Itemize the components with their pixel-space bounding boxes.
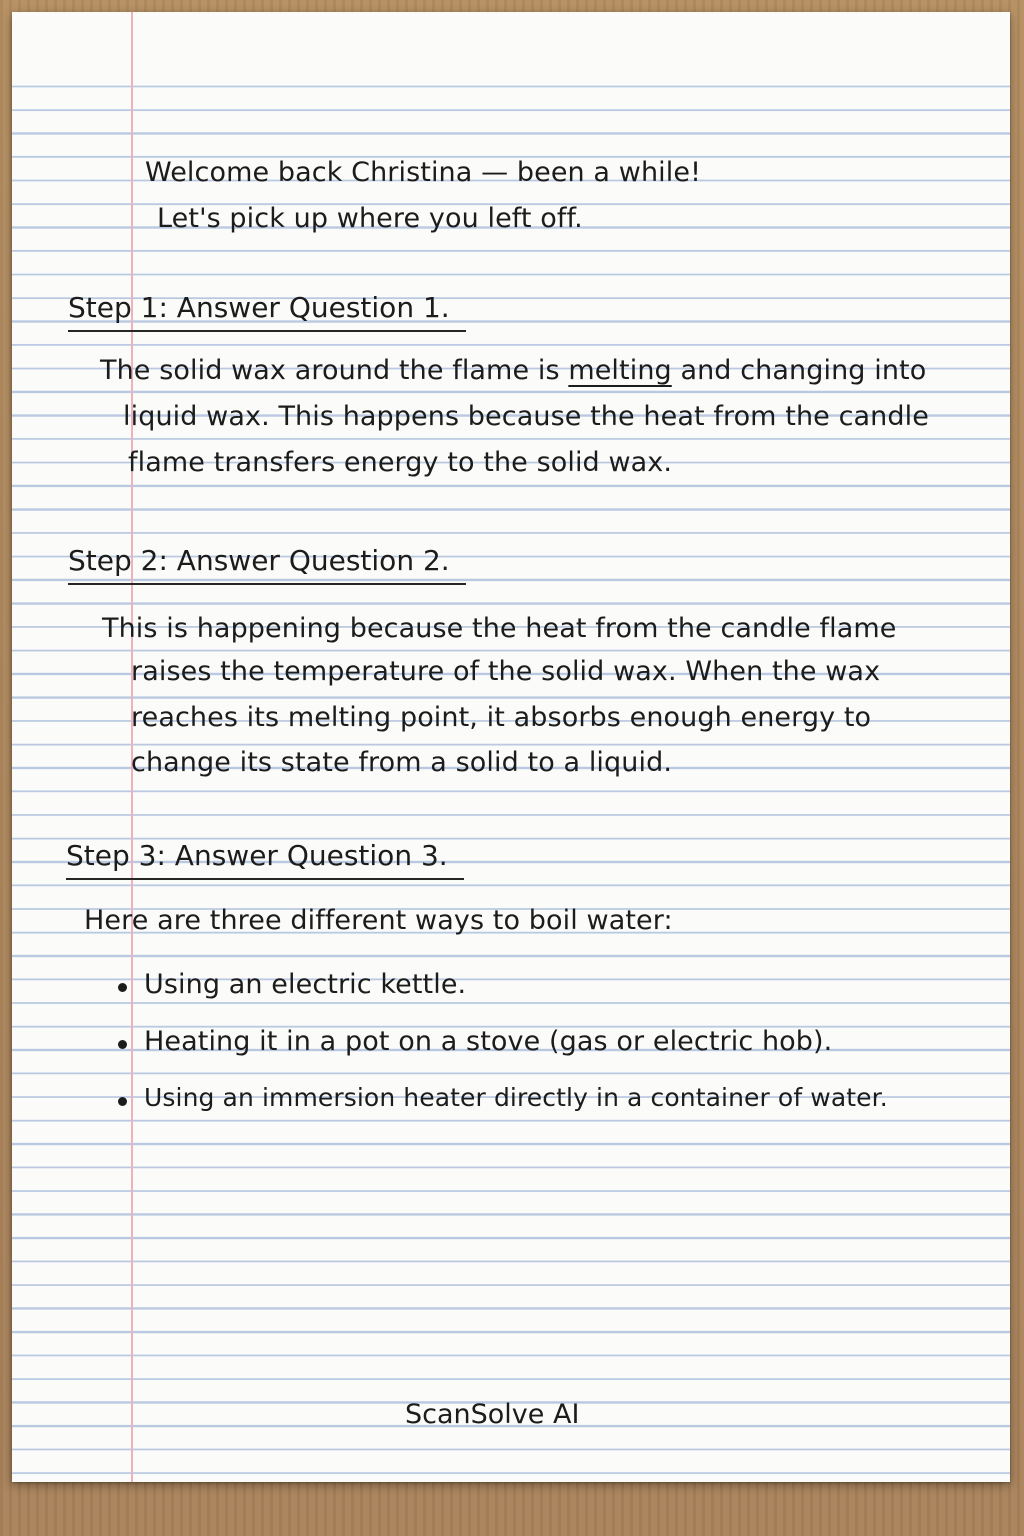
bullet-dot <box>118 983 127 992</box>
greeting-line-1: Welcome back Christina — been a while! <box>145 157 701 188</box>
step-1-line-3: flame transfers energy to the solid wax. <box>128 447 673 478</box>
step-3-heading: Step 3: Answer Question 3. <box>66 839 464 880</box>
step-1-heading: Step 1: Answer Question 1. <box>68 291 466 332</box>
bullet-dot <box>118 1097 127 1106</box>
step-3-bullet-2: Heating it in a pot on a stove (gas or electric hob). <box>144 1026 833 1057</box>
step-3-bullet-1: Using an electric kettle. <box>144 969 467 1000</box>
bullet-dot <box>118 1040 127 1049</box>
step-2-heading: Step 2: Answer Question 2. <box>68 544 466 585</box>
step-1-line-1-pre: The solid wax around the flame is <box>100 355 569 386</box>
step-1-emphasis-melting: melting <box>568 355 672 386</box>
step-1-line-2: liquid wax. This happens because the heat from the candle <box>123 401 929 432</box>
footer-brand: ScanSolve AI <box>405 1399 580 1430</box>
step-2-line-3: reaches its melting point, it absorbs enough energy to <box>131 702 872 733</box>
step-1-line-1-post: and changing into <box>671 355 927 386</box>
notebook-paper <box>12 12 1010 1482</box>
greeting-line-2: Let's pick up where you left off. <box>157 203 583 234</box>
step-2-line-4: change its state from a solid to a liquid. <box>131 747 673 778</box>
step-3-bullet-3: Using an immersion heater directly in a container of water. <box>144 1083 888 1112</box>
step-3-intro: Here are three different ways to boil water: <box>84 905 673 936</box>
step-2-line-2: raises the temperature of the solid wax. When the wax <box>131 656 881 687</box>
step-2-line-1: This is happening because the heat from the candle flame <box>102 613 897 644</box>
step-1-line-1 <box>100 355 926 386</box>
